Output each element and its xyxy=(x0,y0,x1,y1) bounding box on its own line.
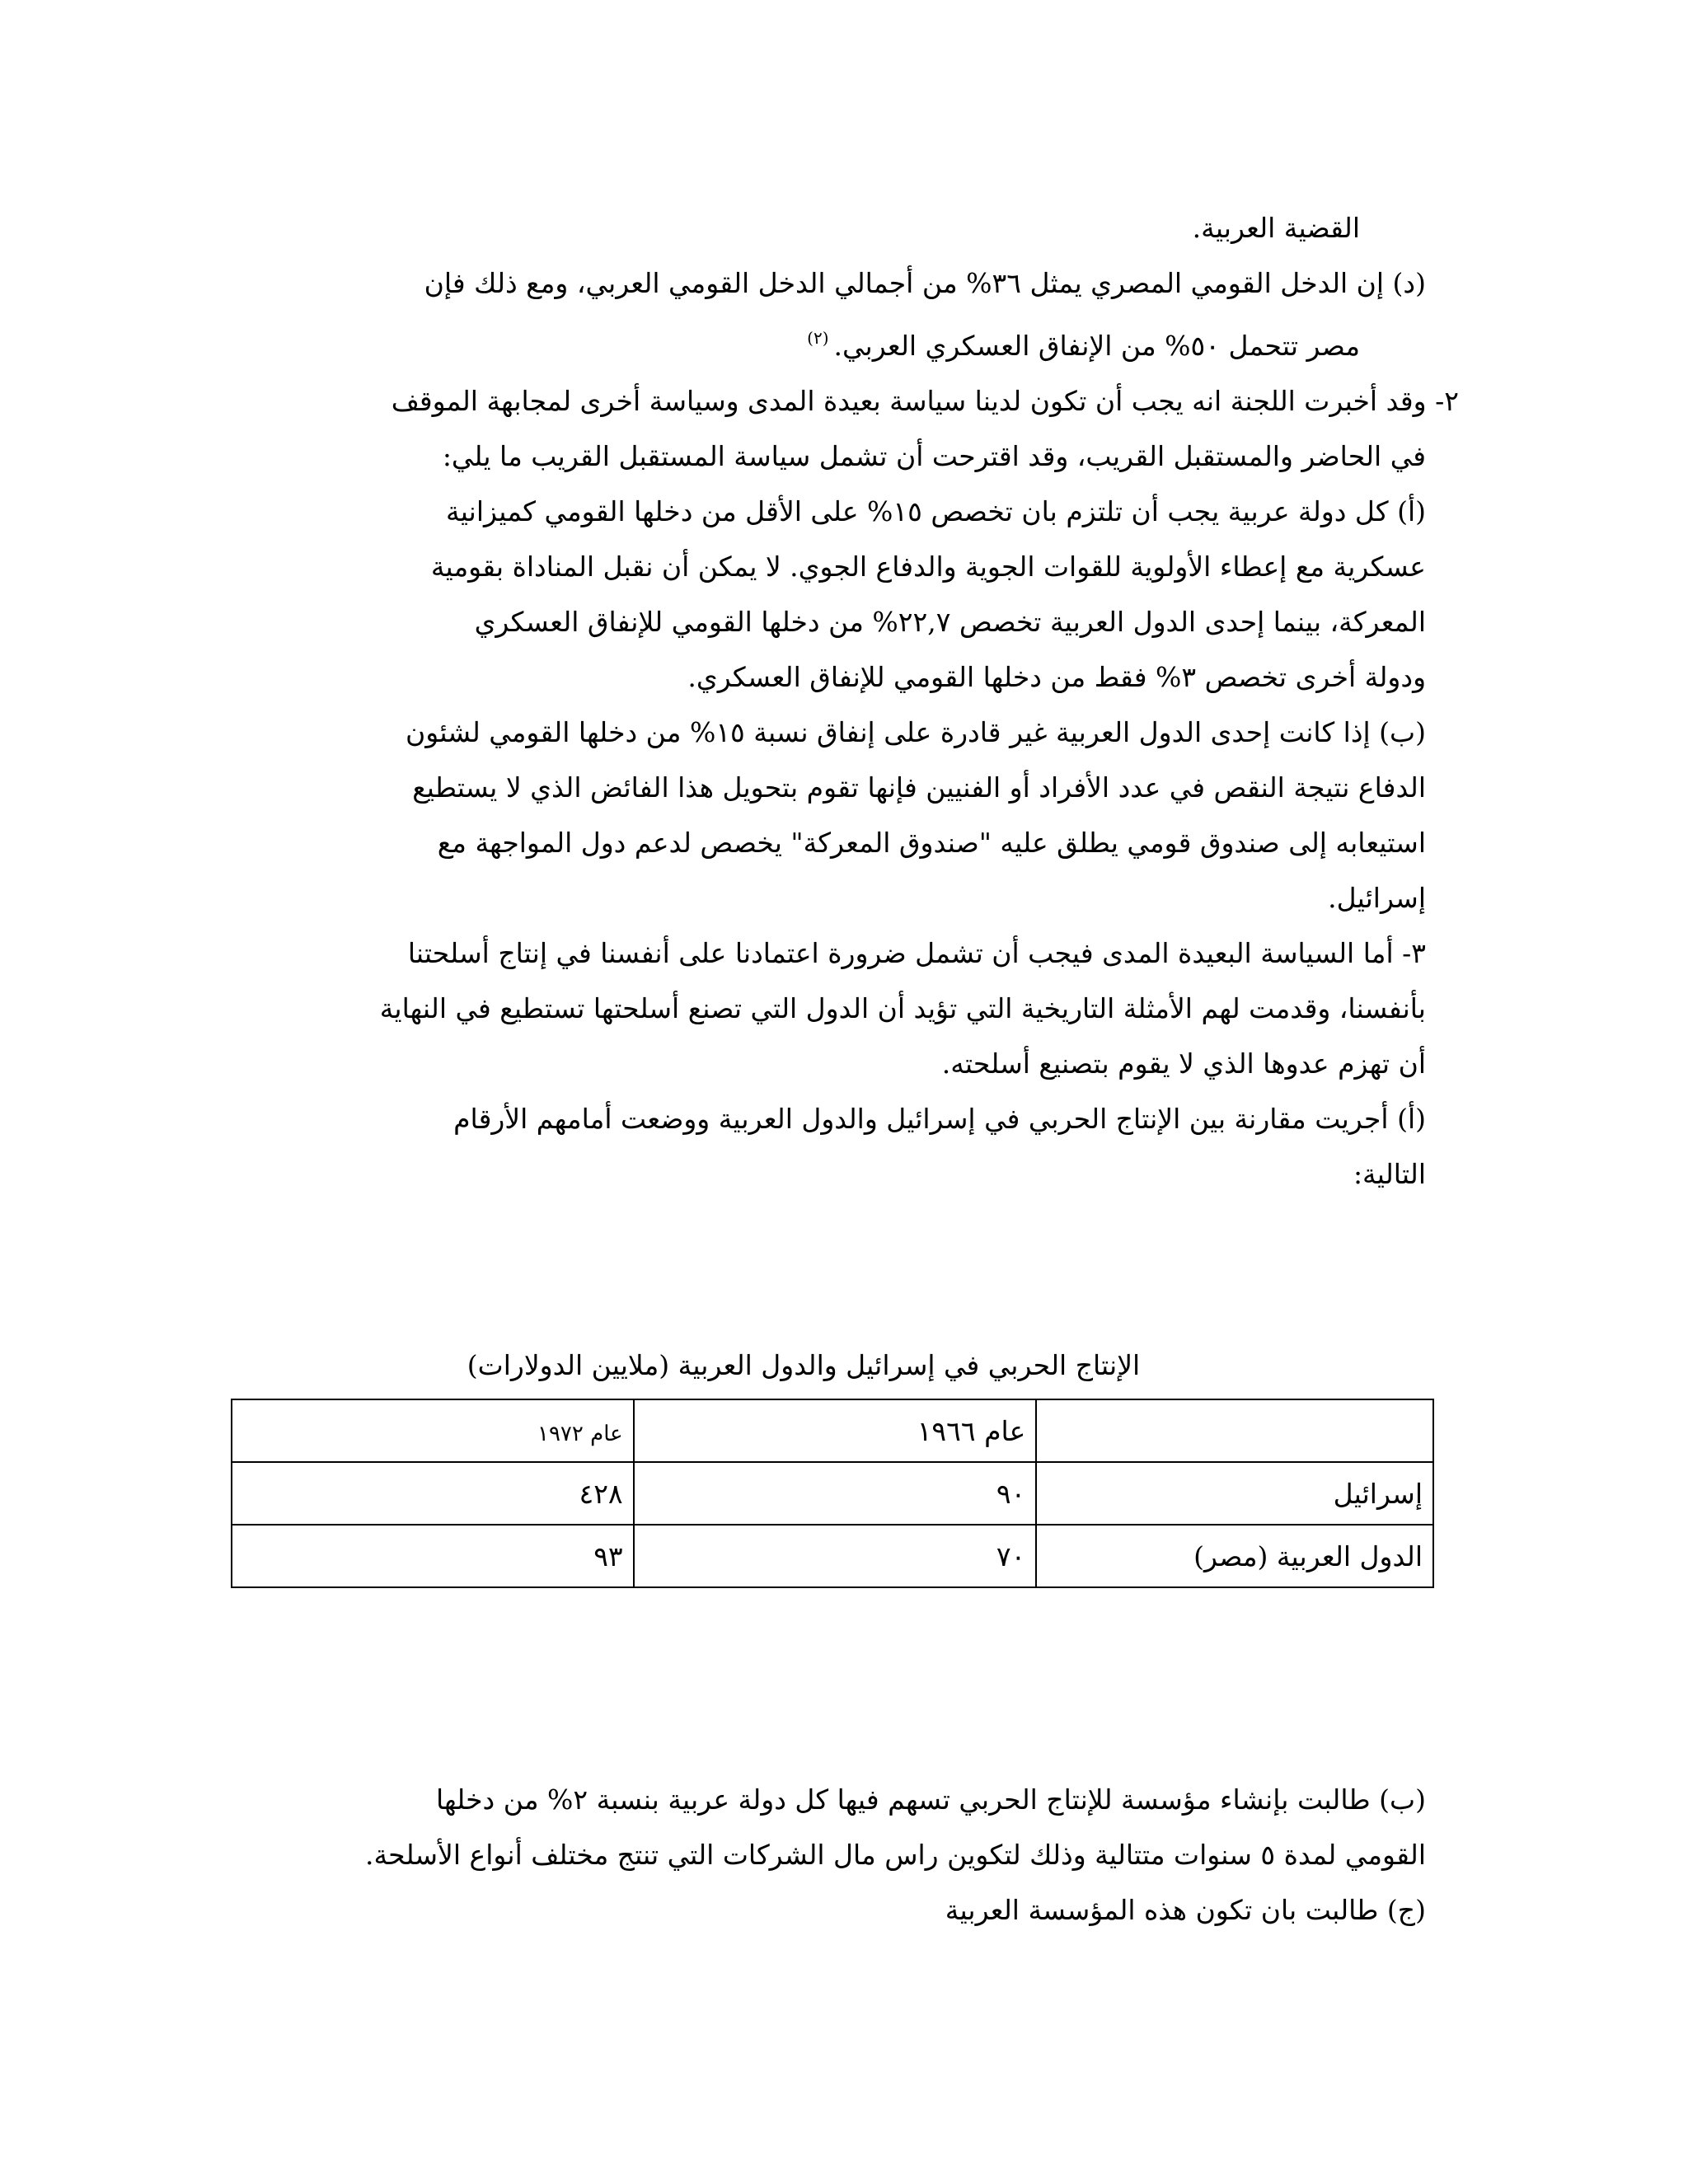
table-caption: الإنتاج الحربي في إسرائيل والدول العربية (ملايين الدولارات) xyxy=(467,1349,1141,1381)
text-line: الدفاع نتيجة النقص في عدد الأفراد أو الفنيين فإنها تقوم بتحويل هذا الفائض الذي لا يستطيع xyxy=(412,771,1426,804)
text-line: (ب) إذا كانت إحدى الدول العربية غير قادرة على إنفاق نسبة ١٥% من دخلها القومي لشئون xyxy=(406,716,1426,748)
text-line: إسرائيل. xyxy=(1328,882,1426,914)
text-line: (ج) طالبت بان تكون هذه المؤسسة العربية xyxy=(945,1894,1426,1926)
text-line: أن تهزم عدوها الذي لا يقوم بتصنيع أسلحته. xyxy=(941,1047,1426,1080)
text-line: (ب) طالبت بإنشاء مؤسسة للإنتاج الحربي تسهم فيها كل دولة عربية بنسبة ٢% من دخلها xyxy=(435,1783,1426,1816)
table-row-label: إسرائيل xyxy=(1036,1462,1433,1525)
text-fragment: مصر تتحمل ٥٠% من الإنفاق العسكري العربي. xyxy=(833,330,1360,362)
text-line: (د) إن الدخل القومي المصري يمثل ٣٦% من أجمالي الدخل القومي العربي، ومع ذلك فإن xyxy=(424,267,1426,299)
text-line: (أ) أجريت مقارنة بين الإنتاج الحربي في إسرائيل والدول العربية ووضعت أمامهم الأرقام xyxy=(453,1103,1426,1135)
text-line: في الحاضر والمستقبل القريب، وقد اقترحت أن تشمل سياسة المستقبل القريب ما يلي: xyxy=(442,440,1426,472)
text-line xyxy=(247,311,1426,373)
table-cell: ٤٢٨ xyxy=(232,1462,634,1525)
footnote-marker: (٢) xyxy=(807,328,829,348)
text-line: ودولة أخرى تخصص ٣% فقط من دخلها القومي للإنفاق العسكري. xyxy=(687,661,1426,693)
table-cell: ٩٣ xyxy=(232,1525,634,1587)
table-row-label: الدول العربية (مصر) xyxy=(1036,1525,1433,1587)
lower-text-block xyxy=(247,1772,1426,1938)
table-cell: ٧٠ xyxy=(634,1525,1037,1587)
table-row xyxy=(232,1525,1433,1587)
text-line: القومي لمدة ٥ سنوات متتالية وذلك لتكوين راس مال الشركات التي تنتج مختلف أنواع الأسلحة. xyxy=(364,1839,1426,1871)
table-header-cell: عام ١٩٦٦ xyxy=(634,1399,1037,1462)
text-line: بأنفسنا، وقدمت لهم الأمثلة التاريخية التي تؤيد أن الدول التي تصنع أسلحتها تستطيع في النهاية xyxy=(379,992,1426,1024)
production-table xyxy=(231,1399,1434,1588)
text-line: عسكرية مع إعطاء الأولوية للقوات الجوية والدفاع الجوي. لا يمكن أن نقبل المناداة بقومية xyxy=(430,551,1426,583)
upper-text-block xyxy=(247,200,1459,1202)
text-line: استيعابه إلى صندوق قومي يطلق عليه "صندوق المعركة" يخصص لدعم دول المواجهة مع xyxy=(437,827,1426,859)
text-line: القضية العربية. xyxy=(1192,212,1360,244)
text-line: ٢- وقد أخبرت اللجنة انه يجب أن تكون لدينا سياسة بعيدة المدى وسياسة أخرى لمجابهة الموقف xyxy=(391,385,1459,417)
text-line: (أ) كل دولة عربية يجب أن تلتزم بان تخصص ١٥% على الأقل من دخلها القومي كميزانية xyxy=(446,495,1426,527)
text-line: التالية: xyxy=(1353,1158,1426,1190)
table-header-cell xyxy=(1036,1399,1433,1462)
table-row xyxy=(232,1462,1433,1525)
header-1972-text: عام ١٩٧٢ xyxy=(537,1421,623,1446)
table-header-cell xyxy=(232,1399,634,1462)
table-cell: ٩٠ xyxy=(634,1462,1037,1525)
text-line: المعركة، بينما إحدى الدول العربية تخصص ٢٢,٧% من دخلها القومي للإنفاق العسكري xyxy=(474,606,1426,638)
text-line: ٣- أما السياسة البعيدة المدى فيجب أن تشمل ضرورة اعتمادنا على أنفسنا في إنتاج أسلحتنا xyxy=(407,937,1426,969)
table-header-row xyxy=(232,1399,1433,1462)
